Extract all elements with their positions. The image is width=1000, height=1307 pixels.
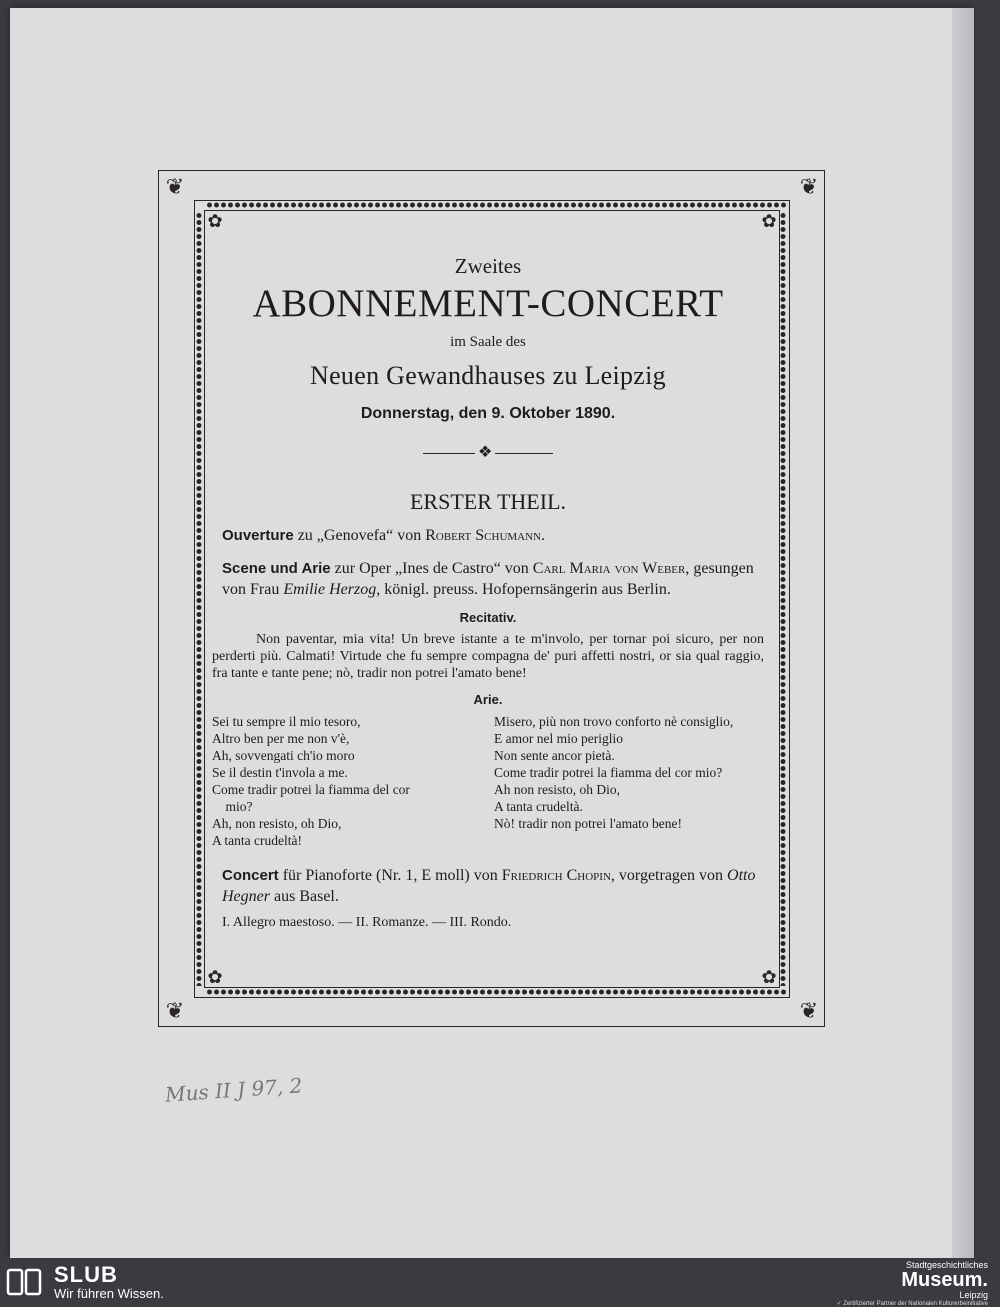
program-intro: Zweites xyxy=(454,254,522,278)
movements: I. Allegro maestoso. — II. Romanze. — III. Rondo. xyxy=(222,915,512,930)
part-title: ERSTER THEIL. xyxy=(409,489,567,514)
program-content xyxy=(212,240,764,931)
lyric-line: Ah, sovvengati ch'io moro xyxy=(212,748,355,763)
lyric-line: A tanta crudeltà! xyxy=(212,833,302,848)
corner-ornament-icon: ❦ xyxy=(799,174,819,199)
paper-edge xyxy=(952,8,974,1258)
item-performer: Otto Hegner xyxy=(222,867,756,905)
museum-name: Museum. xyxy=(901,1269,988,1291)
program-item-overture xyxy=(222,525,764,546)
lyric-line: Sei tu sempre il mio tesoro, xyxy=(212,714,361,729)
corner-ornament-icon: ❦ xyxy=(165,998,185,1023)
corner-rosette-icon: ✿ xyxy=(207,211,223,231)
corner-rosette-icon: ✿ xyxy=(761,211,777,231)
museum-logo[interactable] xyxy=(837,1260,988,1307)
corner-rosette-icon: ✿ xyxy=(761,967,777,987)
museum-city: Leipzig xyxy=(959,1290,988,1300)
lyric-line: Come tradir potrei la fiamma del cor mio? xyxy=(494,765,723,780)
item-text: zur Oper „Ines de Castro“ von xyxy=(330,560,533,577)
corner-ornament-icon: ❦ xyxy=(799,998,819,1023)
viewer-footer xyxy=(0,1258,1000,1307)
arie-heading: Arie. xyxy=(473,692,503,707)
lyric-line: Altro ben per me non v'è, xyxy=(212,731,350,746)
program-item-concerto xyxy=(222,865,764,907)
lyric-line: E amor nel mio periglio xyxy=(494,731,623,746)
handwritten-shelfmark: Mus II J 97, 2 xyxy=(164,1073,304,1107)
lyric-line: Ah non resisto, oh Dio, xyxy=(494,782,620,797)
arie-lyrics xyxy=(212,713,764,849)
item-text: , gesungen von Frau xyxy=(222,560,754,598)
item-text: für Pianoforte (Nr. 1, E moll) von xyxy=(278,867,502,884)
slub-name[interactable]: SLUB xyxy=(54,1262,118,1287)
item-composer: Robert Schumann. xyxy=(425,527,546,544)
arie-left-column xyxy=(212,713,476,849)
item-text: , königl. preuss. Hofopernsängerin aus Berlin. xyxy=(376,581,671,598)
item-title: Ouverture xyxy=(222,527,294,544)
slub-logo-icon[interactable] xyxy=(6,1266,46,1298)
item-title: Scene und Arie xyxy=(222,560,331,577)
item-singer: Emilie Herzog xyxy=(283,581,377,598)
slub-tagline: Wir führen Wissen. xyxy=(54,1286,164,1301)
recitativ-text: Non paventar, mia vita! Un breve istante a te m'involo, per tornar poi sicuro, per non perderti più. Calmati! Virtude che fu sempre compagna de' puri affetti nostri, or sia qual raggio, fra tante e tante pene; nò, tradir non potrei l'amato bene! xyxy=(212,632,764,681)
item-title: Concert xyxy=(222,867,279,884)
lyric-line: mio? xyxy=(212,799,253,814)
lyric-line: Come tradir potrei la fiamma del cor xyxy=(212,782,410,797)
item-text: zu „Genovefa“ von xyxy=(293,527,426,544)
museum-note: ✓ Zertifizierter Partner der Nationalen Kulturerbeinitiative xyxy=(836,1301,988,1307)
program-title: ABONNEMENT-CONCERT xyxy=(252,282,724,325)
museum-line1: Stadtgeschichtliches xyxy=(905,1260,988,1270)
lyric-line: Nò! tradir non potrei l'amato bene! xyxy=(494,816,682,831)
item-composer: Carl Maria von Weber xyxy=(532,560,686,577)
corner-ornament-icon: ❦ xyxy=(165,174,185,199)
lyric-line: A tanta crudeltà. xyxy=(494,799,583,814)
corner-rosette-icon: ✿ xyxy=(207,967,223,987)
program-item-scene-aria xyxy=(222,558,764,600)
venue-prefix: im Saale des xyxy=(450,334,526,350)
lyric-line: Se il destin t'invola a me. xyxy=(212,765,348,780)
recitativ-heading: Recitativ. xyxy=(459,610,517,625)
arie-right-column xyxy=(494,713,764,849)
item-composer: Friedrich Chopin xyxy=(501,867,611,884)
venue-name: Neuen Gewandhauses zu Leipzig xyxy=(310,361,666,390)
item-text: , vorgetragen von xyxy=(610,867,728,884)
item-text: aus Basel. xyxy=(269,888,339,905)
concert-date: Donnerstag, den 9. Oktober 1890. xyxy=(360,405,616,422)
lyric-line: Ah, non resisto, oh Dio, xyxy=(212,816,342,831)
divider-ornament-icon: ❖ xyxy=(423,447,553,461)
lyric-line: Misero, più non trovo conforto nè consiglio, xyxy=(494,714,734,729)
lyric-line: Non sente ancor pietà. xyxy=(494,748,615,763)
